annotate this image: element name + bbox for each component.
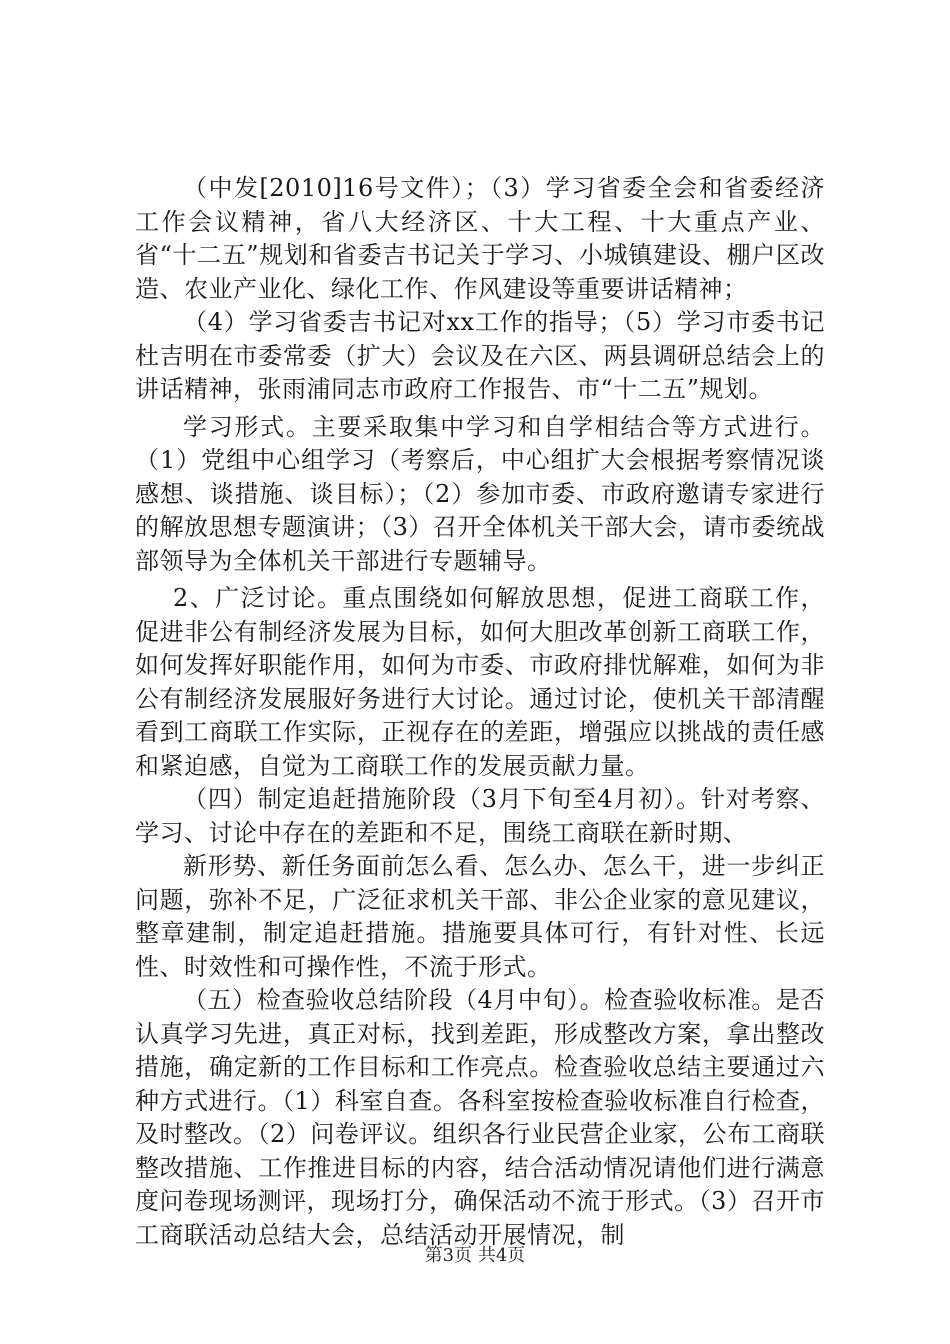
paragraph-1: （中发[2010]16号文件）；（3）学习省委全会和省委经济工作会议精神，省八大经济区、十大工程、十大重点产业、省“十二五”规划和省委吉书记关于学习、小城镇建设、棚户区改造、农业产业化、绿化工作、作风建设等重要讲话精神； [135, 174, 825, 303]
page-number-footer: 第3页 共4页 [424, 1245, 526, 1266]
paragraph-6: 新形势、新任务面前怎么看、怎么办、怎么干，进一步纠正问题，弥补不足，广泛征求机关干部、非公企业家的意见建议，整章建制，制定追赶措施。措施要具体可行，有针对性、长远性、时效性和可操作性，不流于形式。 [135, 852, 825, 981]
paragraph-4: 2、广泛讨论。重点围绕如何解放思想，促进工商联工作，促进非公有制经济发展为目标，如何大胆改革创新工商联工作，如何发挥好职能作用，如何为市委、市政府排忧解难，如何为非公有制经济发展服好务进行大讨论。通过讨论，使机关干部清醒看到工商联工作实际，正视存在的差距，增强应以挑战的责任感和紧迫感，自觉为工商联工作的发展贡献力量。 [135, 584, 825, 780]
paragraph-5: （四）制定追赶措施阶段（3月下旬至4月初）。针对考察、学习、讨论中存在的差距和不足，围绕工商联在新时期、 [135, 785, 825, 847]
paragraph-2: （4）学习省委吉书记对xx工作的指导；（5）学习市委书记杜吉明在市委常委（扩大）会议及在六区、两县调研总结会上的讲话精神，张雨浦同志市政府工作报告、市“十二五”规划。 [135, 308, 825, 403]
document-body [135, 172, 825, 1252]
paragraph-7: （五）检查验收总结阶段（4月中旬）。检查验收标准。是否认真学习先进，真正对标，找到差距，形成整改方案，拿出整改措施，确定新的工作目标和工作亮点。检查验收总结主要通过六种方式进行。（1）科室自查。各科室按检查验收标准自行检查，及时整改。（2）问卷评议。组织各行业民营企业家，公布工商联整改措施、工作推进目标的内容，结合活动情况请他们进行满意度问卷现场测评，现场打分，确保活动不流于形式。（3）召开市工商联活动总结大会，总结活动开展情况，制 [135, 986, 825, 1249]
paragraph-3: 学习形式。主要采取集中学习和自学相结合等方式进行。（1）党组中心组学习（考察后，中心组扩大会根据考察情况谈感想、谈措施、谈目标）；（2）参加市委、市政府邀请专家进行的解放思想专题演讲；（3）召开全体机关干部大会，请市委统战部领导为全体机关干部进行专题辅导。 [135, 412, 825, 575]
